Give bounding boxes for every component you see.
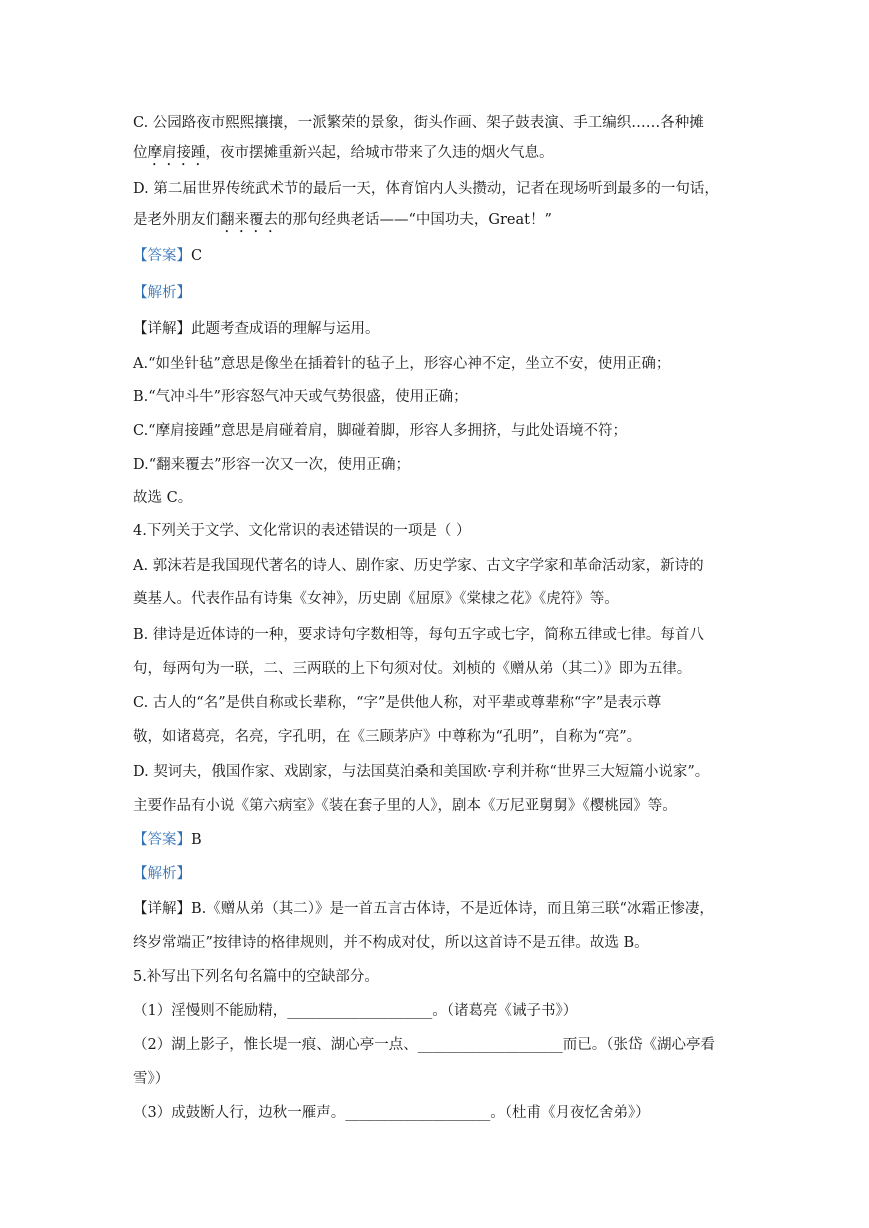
q5-item-2-line2: 雪》） [133, 1071, 170, 1087]
q4-analysis-label: 【解析】 [133, 866, 191, 882]
answer-value: B [191, 832, 202, 848]
detail-text: B.《赠从弟（其二）》是一首五言古体诗，不是近体诗，而且第三联“冰霜正惨凄， [191, 901, 714, 917]
answer-label: 【答案】 [133, 248, 191, 264]
answer-label: 【答案】 [133, 832, 191, 848]
emphasized-idiom: 翻来覆去 [220, 212, 278, 228]
q3-analysis-b: B.“气冲斗牛”形容怒气冲天或气势很盛，使用正确； [133, 389, 468, 405]
q4-option-b-line2: 句，每两句为一联，二、三两联的上下句须对仗。刘桢的《赠从弟（其二）》即为五律。 [133, 661, 692, 677]
q5-item-1: （1）淫慢则不能励精，____________________。（诸葛亮《诫子书》） [133, 1003, 578, 1019]
q3-analysis-a: A.“如坐针毡”意思是像坐在插着针的毡子上，形容心神不定，坐立不安，使用正确； [133, 356, 671, 372]
q3-option-c-line1: C. 公园路夜市熙熙攘攘，一派繁荣的景象，街头作画、架子鼓表演、手工编织……各种摊 [133, 115, 704, 131]
q4-option-d-line1: D. 契诃夫，俄国作家、戏剧家，与法国莫泊桑和美国欧·亨利并称“世界三大短篇小说家”。 [133, 764, 710, 780]
q4-option-a-line2: 奠基人。代表作品有诗集《女神》，历史剧《屈原》《棠棣之花》《虎符》等。 [133, 591, 619, 607]
q3-option-d-line2 [133, 210, 552, 236]
q3-option-d-line1: D. 第二届世界传统武术节的最后一天，体育馆内人头攒动，记者在现场听到最多的一句话， [133, 181, 719, 197]
q3-analysis-c: C.“摩肩接踵”意思是肩碰着肩，脚碰着脚，形容人多拥挤，与此处语境不符； [133, 423, 628, 439]
answer-value: C [191, 248, 203, 264]
q3-detail [133, 319, 380, 339]
detail-text: 此题考查成语的理解与运用。 [191, 321, 380, 337]
text-span: 是老外朋友们 [133, 212, 220, 228]
detail-label: 【详解】 [133, 321, 191, 337]
q4-option-a-line1: A. 郭沫若是我国现代著名的诗人、剧作家、历史学家、古文字学家和革命活动家，新诗的 [133, 558, 704, 574]
detail-label: 【详解】 [133, 901, 191, 917]
emphasized-idiom: 摩肩接踵 [147, 145, 206, 161]
q3-analysis-label: 【解析】 [133, 285, 191, 301]
q4-option-d-line2: 主要作品有小说《第六病室》《装在套子里的人》，剧本《万尼亚舅舅》《樱桃园》等。 [133, 798, 677, 814]
q5-stem: 5.补写出下列名句名篇中的空缺部分。 [133, 969, 379, 985]
q3-option-c-line2 [133, 143, 554, 169]
q4-detail-line2: 终岁常端正”按律诗的格律规则，并不构成对仗，所以这首诗不是五律。故选 B。 [133, 935, 649, 951]
q4-detail-line1 [133, 899, 714, 919]
text-span: ，夜市摆摊重新兴起，给城市带来了久违的烟火气息。 [205, 145, 554, 161]
text-span: 的那句经典老话——“中国功夫，Great！” [278, 212, 552, 228]
q5-item-2-line1: （2）湖上影子，惟长堤一痕、湖心亭一点、____________________而已。（张岱《湖心亭看 [133, 1037, 715, 1053]
q4-answer [133, 830, 202, 850]
q4-option-c-line1: C. 古人的“名”是供自称或长辈称，“字”是供他人称，对平辈或尊辈称“字”是表示尊 [133, 695, 662, 711]
q4-option-b-line1: B. 律诗是近体诗的一种，要求诗句字数相等，每句五字或七字，简称五律或七律。每首八 [133, 627, 704, 643]
q3-conclusion: 故选 C。 [133, 490, 193, 506]
q3-answer [133, 246, 202, 266]
q4-stem: 4.下列关于文学、文化常识的表述错误的一项是（ ） [133, 523, 471, 539]
text-span: 位 [133, 145, 148, 161]
q3-analysis-d: D.“翻来覆去”形容一次又一次，使用正确； [133, 457, 411, 473]
q5-item-3: （3）成鼓断人行，边秋一雁声。____________________。（杜甫《月夜忆舍弟》） [133, 1105, 650, 1121]
q4-option-c-line2: 敬，如诸葛亮，名亮，字孔明，在《三顾茅庐》中尊称为“孔明”，自称为“亮”。 [133, 729, 642, 745]
